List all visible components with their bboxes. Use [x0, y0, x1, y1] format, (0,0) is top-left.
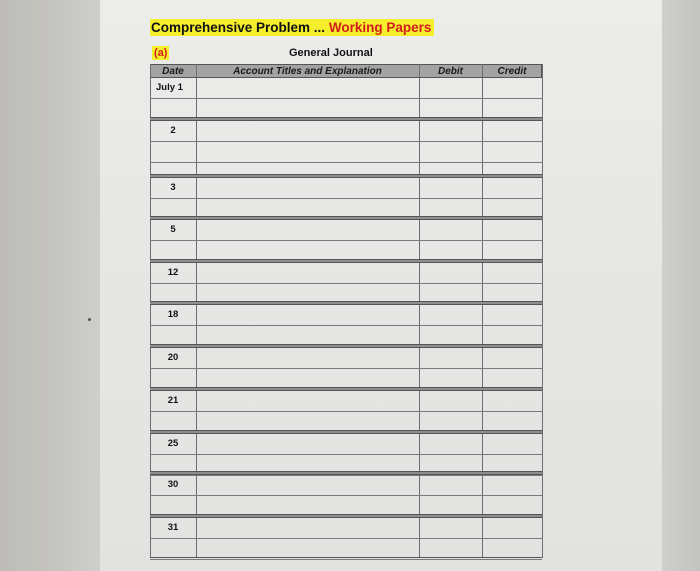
debit-entry-cell[interactable] — [420, 518, 481, 538]
credit-entry-cell[interactable] — [483, 391, 541, 411]
account-entry-cell[interactable] — [197, 475, 418, 495]
debit-entry-cell[interactable] — [420, 263, 481, 283]
account-entry-cell[interactable] — [197, 412, 418, 432]
credit-entry-cell[interactable] — [483, 369, 541, 389]
account-entry-cell[interactable] — [197, 263, 418, 283]
group-separator — [150, 259, 542, 263]
account-entry-cell[interactable] — [197, 369, 418, 389]
account-entry-cell[interactable] — [197, 121, 418, 141]
credit-entry-cell[interactable] — [483, 78, 541, 98]
debit-entry-cell[interactable] — [420, 142, 481, 162]
credit-entry-cell[interactable] — [483, 412, 541, 432]
group-separator — [150, 514, 542, 518]
credit-entry-cell[interactable] — [483, 241, 541, 261]
background-left — [0, 0, 100, 571]
debit-entry-cell[interactable] — [420, 391, 481, 411]
date-cell: 21 — [167, 395, 179, 406]
background-right — [660, 0, 700, 571]
credit-entry-cell[interactable] — [483, 434, 541, 454]
debit-entry-cell[interactable] — [420, 412, 481, 432]
debit-entry-cell[interactable] — [420, 369, 481, 389]
credit-entry-cell[interactable] — [483, 121, 541, 141]
account-entry-cell[interactable] — [197, 434, 418, 454]
debit-entry-cell[interactable] — [420, 475, 481, 495]
credit-entry-cell[interactable] — [483, 539, 541, 559]
group-separator — [150, 117, 542, 121]
title-highlight: Working Papers — [328, 20, 432, 35]
group-separator — [150, 301, 542, 305]
journal-title: General Journal — [289, 47, 373, 59]
account-entry-cell[interactable] — [197, 518, 418, 538]
debit-entry-cell[interactable] — [420, 220, 481, 240]
debit-entry-cell[interactable] — [420, 121, 481, 141]
credit-entry-cell[interactable] — [483, 475, 541, 495]
row-line — [150, 162, 542, 163]
debit-entry-cell[interactable] — [420, 305, 481, 325]
credit-entry-cell[interactable] — [483, 348, 541, 368]
group-separator — [150, 430, 542, 434]
account-entry-cell[interactable] — [197, 241, 418, 261]
date-cell: 31 — [167, 522, 179, 533]
column-header-debit: Debit — [438, 66, 463, 77]
date-cell: 5 — [170, 224, 176, 235]
date-cell: 30 — [167, 479, 179, 490]
date-cell: 12 — [167, 267, 179, 278]
debit-entry-cell[interactable] — [420, 99, 481, 119]
account-entry-cell[interactable] — [197, 326, 418, 346]
group-separator — [150, 471, 542, 475]
credit-entry-cell[interactable] — [483, 178, 541, 198]
group-separator — [150, 387, 542, 391]
grid-bottom-border — [150, 557, 542, 558]
column-header-date: Date — [162, 66, 184, 77]
row-line — [150, 559, 542, 560]
credit-entry-cell[interactable] — [483, 326, 541, 346]
date-cell: 18 — [167, 309, 179, 320]
account-entry-cell[interactable] — [197, 142, 418, 162]
account-entry-cell[interactable] — [197, 391, 418, 411]
credit-entry-cell[interactable] — [483, 99, 541, 119]
column-divider — [542, 64, 543, 558]
title-main: Comprehensive Problem ... — [151, 20, 326, 35]
credit-entry-cell[interactable] — [483, 220, 541, 240]
group-separator — [150, 216, 542, 220]
account-entry-cell[interactable] — [197, 99, 418, 119]
account-entry-cell[interactable] — [197, 305, 418, 325]
debit-entry-cell[interactable] — [420, 78, 481, 98]
debit-entry-cell[interactable] — [420, 539, 481, 559]
account-entry-cell[interactable] — [197, 539, 418, 559]
column-header-account: Account Titles and Explanation — [233, 66, 382, 77]
credit-entry-cell[interactable] — [483, 518, 541, 538]
date-cell: 20 — [167, 352, 179, 363]
date-cell: 25 — [167, 438, 179, 449]
account-entry-cell[interactable] — [197, 178, 418, 198]
debit-entry-cell[interactable] — [420, 434, 481, 454]
part-label: (a) — [154, 47, 168, 59]
date-cell: 2 — [170, 125, 176, 136]
credit-entry-cell[interactable] — [483, 305, 541, 325]
debit-entry-cell[interactable] — [420, 496, 481, 516]
date-cell: 3 — [170, 182, 176, 193]
group-separator — [150, 174, 542, 178]
page-title — [150, 19, 434, 36]
mouse-pointer — [88, 318, 91, 321]
debit-entry-cell[interactable] — [420, 348, 481, 368]
debit-entry-cell[interactable] — [420, 326, 481, 346]
account-entry-cell[interactable] — [197, 496, 418, 516]
group-separator — [150, 344, 542, 348]
debit-entry-cell[interactable] — [420, 241, 481, 261]
credit-entry-cell[interactable] — [483, 142, 541, 162]
account-entry-cell[interactable] — [197, 78, 418, 98]
credit-entry-cell[interactable] — [483, 263, 541, 283]
date-cell: July 1 — [156, 82, 183, 93]
debit-entry-cell[interactable] — [420, 178, 481, 198]
account-entry-cell[interactable] — [197, 220, 418, 240]
column-header-credit: Credit — [497, 66, 527, 77]
account-entry-cell[interactable] — [197, 348, 418, 368]
credit-entry-cell[interactable] — [483, 496, 541, 516]
